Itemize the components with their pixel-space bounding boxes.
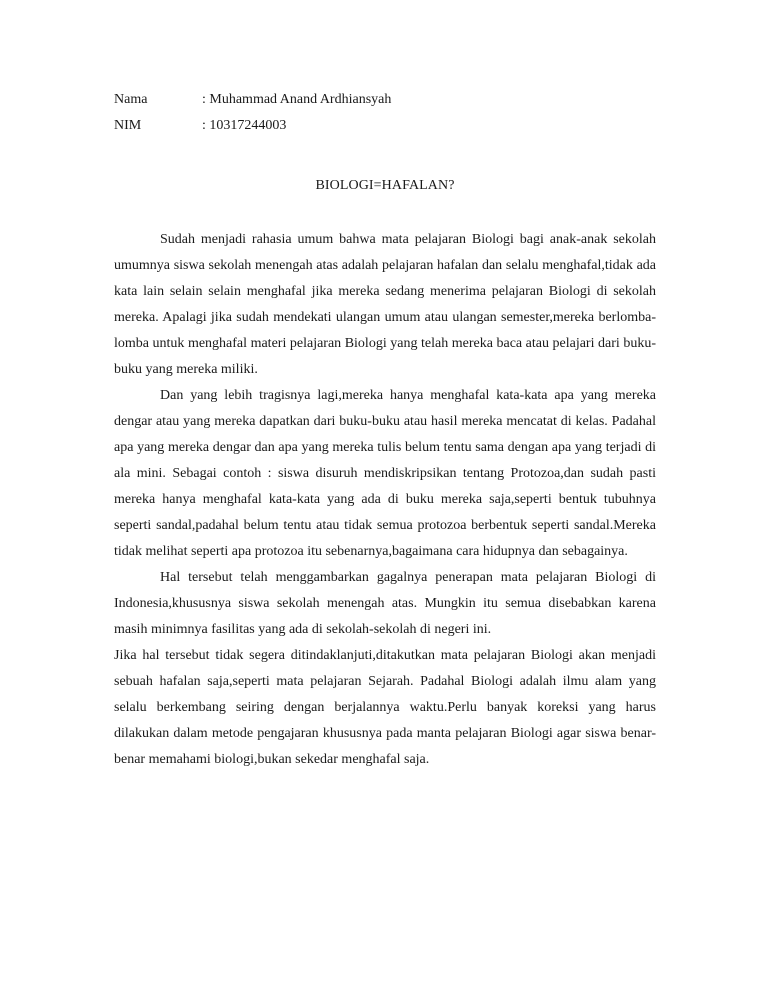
student-info [114,90,654,142]
paragraph-3: Hal tersebut telah menggambarkan gagalnya penerapan mata pelajaran Biologi di Indonesia,khususnya siswa sekolah menengah atas. Mungkin itu semua disebabkan karena masih minimnya fasilitas yang ada di sekolah-sekolah di negeri ini. [114,570,656,637]
nim-label: NIM [114,118,142,133]
paragraph-2: Dan yang lebih tragisnya lagi,mereka hanya menghafal kata-kata apa yang mereka dengar atau yang mereka dapatkan dari buku-buku atau hasil mereka mencatat di kelas. Padahal apa yang mereka dengar dan apa yang mereka tulis belum tentu sama dengan apa yang terjadi di ala mini. Sebagai contoh : siswa disuruh mendiskripsikan tentang Protozoa,dan sudah pasti mereka hanya menghafal kata-kata yang ada di buku mereka saja,seperti bentuk tubuhnya seperti sandal,padahal belum tentu atau tidak semua protozoa berbentuk seperti sandal.Mereka tidak melihat seperti apa protozoa itu sebenarnya,bagaimana cara hidupnya dan sebagainya. [114,388,656,559]
document-body [114,227,656,773]
name-label: Nama [114,92,148,107]
paragraph-1: Sudah menjadi rahasia umum bahwa mata pelajaran Biologi bagi anak-anak sekolah umumnya siswa sekolah menengah atas adalah pelajaran hafalan dan selalu menghafal,tidak ada kata lain selain selain menghafal jika mereka sedang menerima pelajaran Biologi di sekolah mereka. Apalagi jika sudah mendekati ulangan umum atau ulangan semester,mereka berlomba-lomba untuk menghafal materi pelajaran Biologi yang telah mereka baca atau pelajari dari buku-buku yang mereka miliki. [114,232,656,377]
name-value: : Muhammad Anand Ardhiansyah [202,92,392,107]
name-row [114,90,654,116]
nim-row [114,116,654,142]
nim-value: : 10317244003 [202,118,287,133]
document-title: BIOLOGI=HAFALAN? [315,178,455,193]
paragraph-4: Jika hal tersebut tidak segera ditindaklanjuti,ditakutkan mata pelajaran Biologi akan menjadi sebuah hafalan saja,seperti mata pelajaran Sejarah. Padahal Biologi adalah ilmu alam yang selalu berkembang seiring dengan berjalannya waktu.Perlu banyak koreksi yang harus dilakukan dalam metode pengajaran khususnya pada manta pelajaran Biologi agar siswa benar-benar memahami biologi,bukan sekedar menghafal saja. [114,648,656,767]
